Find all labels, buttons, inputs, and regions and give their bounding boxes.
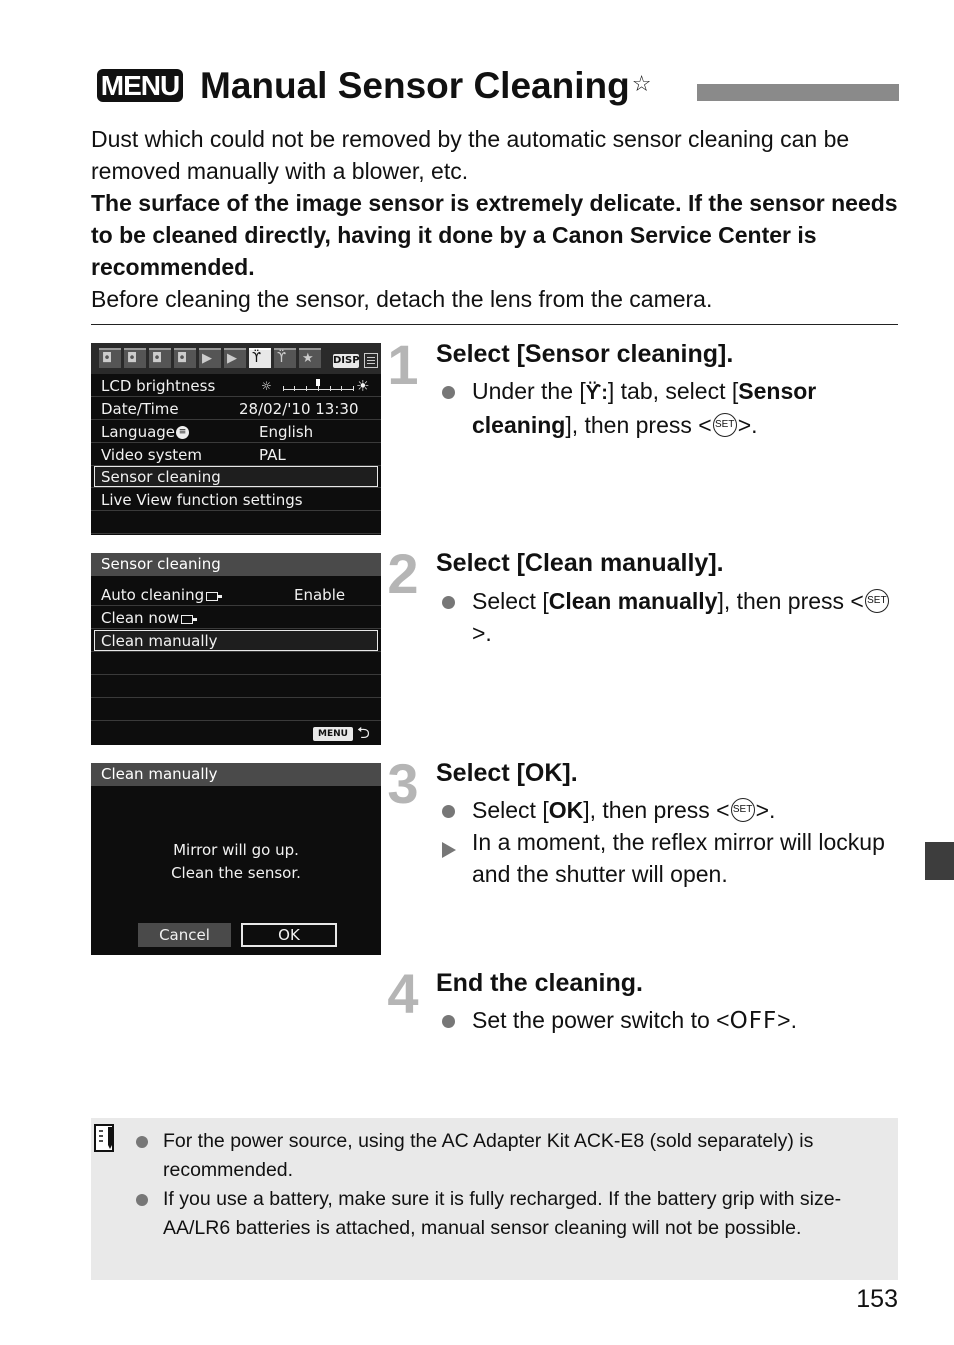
lcd-row-auto-cleaning (91, 584, 381, 606)
step-body-1 (436, 375, 906, 441)
menu-item-name: Clean manually (548, 588, 718, 614)
lcd-screen-setup-menu (91, 343, 381, 535)
intro-paragraph-1: Dust which could not be removed by the automatic sensor cleaning can be removed manually with a blower, etc. (91, 126, 850, 184)
scale-tick (341, 386, 342, 391)
chapter-tab-marker (925, 842, 954, 880)
scale-tick (353, 386, 354, 391)
set-button-icon: SET (731, 798, 755, 822)
sun-large-icon: ☀ (356, 377, 370, 395)
page-title-text: Manual Sensor Cleaning (200, 65, 630, 106)
menu-badge: MENU (97, 69, 183, 102)
text: ], then press < (565, 412, 712, 438)
note-text: If you use a battery, make sure it is fully recharged. If the battery grip with size-AA/LR6 batteries is attached, manual sensor cleaning will not be possible. (163, 1188, 842, 1239)
text: Set the power switch to < (472, 1007, 730, 1033)
scale-tick (306, 386, 307, 391)
text: In a moment, the reflex mirror will lockup and the shutter will open. (472, 829, 885, 887)
step-heading-3: Select [OK]. (436, 759, 578, 787)
lcd-row-clean-now (91, 607, 381, 629)
dialog-message-line-2: Clean the sensor. (171, 864, 301, 882)
playback-tab-icon: ▶ (199, 348, 221, 368)
scale-tick (294, 386, 295, 391)
lcd-row-label (101, 421, 189, 443)
step-heading-2: Select [Clean manually]. (436, 549, 724, 577)
sun-small-icon: ☼ (261, 379, 272, 393)
lcd-row-label (101, 584, 224, 606)
triangle-arrow-icon (442, 834, 456, 866)
lcd-row-label (101, 607, 199, 629)
set-button-icon: SET (713, 413, 737, 437)
set-button-icon: SET (865, 589, 889, 613)
step-result (436, 826, 906, 890)
shooting-tab-1-icon: ◘ (99, 348, 121, 368)
lcd-row-value: 28/02/'10 13:30 (239, 400, 359, 418)
intro-paragraph-3: Before cleaning the sensor, detach the lens from the camera. (91, 286, 713, 312)
playback-tab-2-icon: ▶ (224, 348, 246, 368)
sensor-clean-icon (204, 589, 224, 603)
step-body-3 (436, 794, 906, 890)
lcd-row-label-text: Clean now (101, 609, 180, 627)
step-bullet (436, 794, 906, 826)
note-list (136, 1127, 884, 1243)
lcd-row-label: Sensor cleaning (101, 468, 221, 486)
dialog-message-line-1: Mirror will go up. (173, 841, 299, 859)
page-number: 153 (856, 1285, 898, 1313)
step-body-4 (436, 1004, 906, 1037)
lcd-row-label: Video system (101, 446, 203, 464)
lcd-row-value: PAL (259, 446, 286, 464)
power-off-label: OFF (729, 1008, 778, 1034)
lcd-row-datetime (91, 398, 381, 420)
step-heading-1: Select [Sensor cleaning]. (436, 340, 734, 368)
lcd-row-label-text: Auto cleaning (101, 586, 205, 604)
divider (91, 324, 898, 325)
step-number-4: 4 (387, 962, 419, 1025)
lcd-row-value: Enable (294, 586, 346, 604)
lcd-row-video-system (91, 444, 381, 466)
lcd-row-empty (91, 653, 381, 675)
bullet-dot-icon (136, 1194, 148, 1206)
text: >. (777, 1007, 797, 1033)
text: Select [ (472, 797, 549, 823)
lcd-row-label: LCD brightness (101, 377, 216, 395)
scale-tick (318, 386, 319, 391)
intro-text (91, 123, 903, 315)
lcd-row-brightness (91, 375, 381, 397)
brightness-scale (261, 375, 373, 397)
language-icon: ≡ (176, 426, 189, 439)
bullet-dot-icon (442, 1004, 455, 1036)
setup-wrench-icon: ϔ: (585, 382, 608, 404)
setup-tab-2-icon: ϔ (274, 348, 296, 368)
ok-button: OK (241, 923, 337, 947)
lcd-row-label: Date/Time (101, 400, 179, 418)
text: ], then press < (583, 797, 730, 823)
page-title (200, 62, 651, 110)
shooting-tab-2-icon: ◘ (124, 348, 146, 368)
scale-tick (330, 386, 331, 391)
step-bullet (436, 585, 906, 649)
scale-marker (316, 379, 320, 386)
text: Under the [ (472, 378, 586, 404)
text: >. (755, 797, 776, 823)
text: >. (737, 412, 758, 438)
lcd-row-label: Clean manually (101, 632, 218, 650)
star-icon: ☆ (631, 71, 652, 96)
lcd-row-live-view (91, 489, 381, 511)
lcd-row-label: Live View function settings (101, 491, 303, 509)
bullet-dot-icon (442, 585, 455, 617)
note-text: For the power source, using the AC Adapter Kit ACK-E8 (sold separately) is recommended. (163, 1130, 814, 1181)
text: >. (472, 620, 492, 646)
menu-item-name: OK (548, 797, 584, 823)
step-bullet (436, 375, 906, 441)
note-box (91, 1118, 898, 1280)
menu-tab-bar (91, 343, 381, 374)
step-number-1: 1 (387, 333, 419, 396)
my-menu-star-icon: ★ (299, 348, 321, 368)
info-icon (364, 353, 378, 368)
lcd-row-sensor-cleaning (91, 466, 381, 488)
lcd-row-value: English (259, 423, 314, 441)
lcd-screen-sensor-cleaning (91, 553, 381, 745)
scale-tick (283, 386, 284, 391)
lcd-screen-title: Sensor cleaning (91, 553, 381, 576)
note-item (136, 1185, 884, 1243)
lcd-screen-title: Clean manually (91, 763, 381, 786)
dialog-message (91, 839, 381, 885)
lcd-row-clean-manually (91, 630, 381, 652)
shooting-tab-3-icon: ◘ (149, 348, 171, 368)
lcd-row-empty (91, 699, 381, 721)
intro-warning: The surface of the image sensor is extremely delicate. If the sensor needs to be cleaned directly, having it done by a Canon Service Center is recommended. (91, 190, 898, 280)
return-arrow-icon: ⮌ (357, 723, 370, 742)
shooting-tab-4-icon: ◘ (174, 348, 196, 368)
lcd-row-label-text: Language (101, 423, 176, 441)
step-number-3: 3 (387, 752, 419, 815)
cancel-button: Cancel (138, 923, 231, 947)
note-item (136, 1127, 884, 1185)
lcd-row-empty (91, 676, 381, 698)
lcd-screen-clean-manually (91, 763, 381, 955)
text: Select [ (472, 588, 549, 614)
menu-return-badge: MENU (313, 727, 353, 741)
step-body-2 (436, 585, 906, 649)
lcd-row-empty (91, 512, 381, 534)
step-heading-4: End the cleaning. (436, 969, 643, 997)
setup-tab-wrench-icon: ϔ (249, 348, 271, 368)
memo-note-icon (93, 1123, 117, 1153)
title-bar (697, 84, 899, 101)
menu-item-name: Sensor cleaning (472, 378, 817, 438)
bullet-dot-icon (136, 1136, 148, 1148)
lcd-row-language (91, 421, 381, 443)
step-bullet (436, 1004, 906, 1037)
step-number-2: 2 (387, 542, 419, 605)
text: ] tab, select [ (607, 378, 739, 404)
bullet-dot-icon (442, 794, 455, 826)
disp-badge: DISP (333, 355, 360, 366)
sensor-clean-icon (179, 612, 199, 626)
text: ], then press < (717, 588, 864, 614)
bullet-dot-icon (442, 375, 455, 407)
